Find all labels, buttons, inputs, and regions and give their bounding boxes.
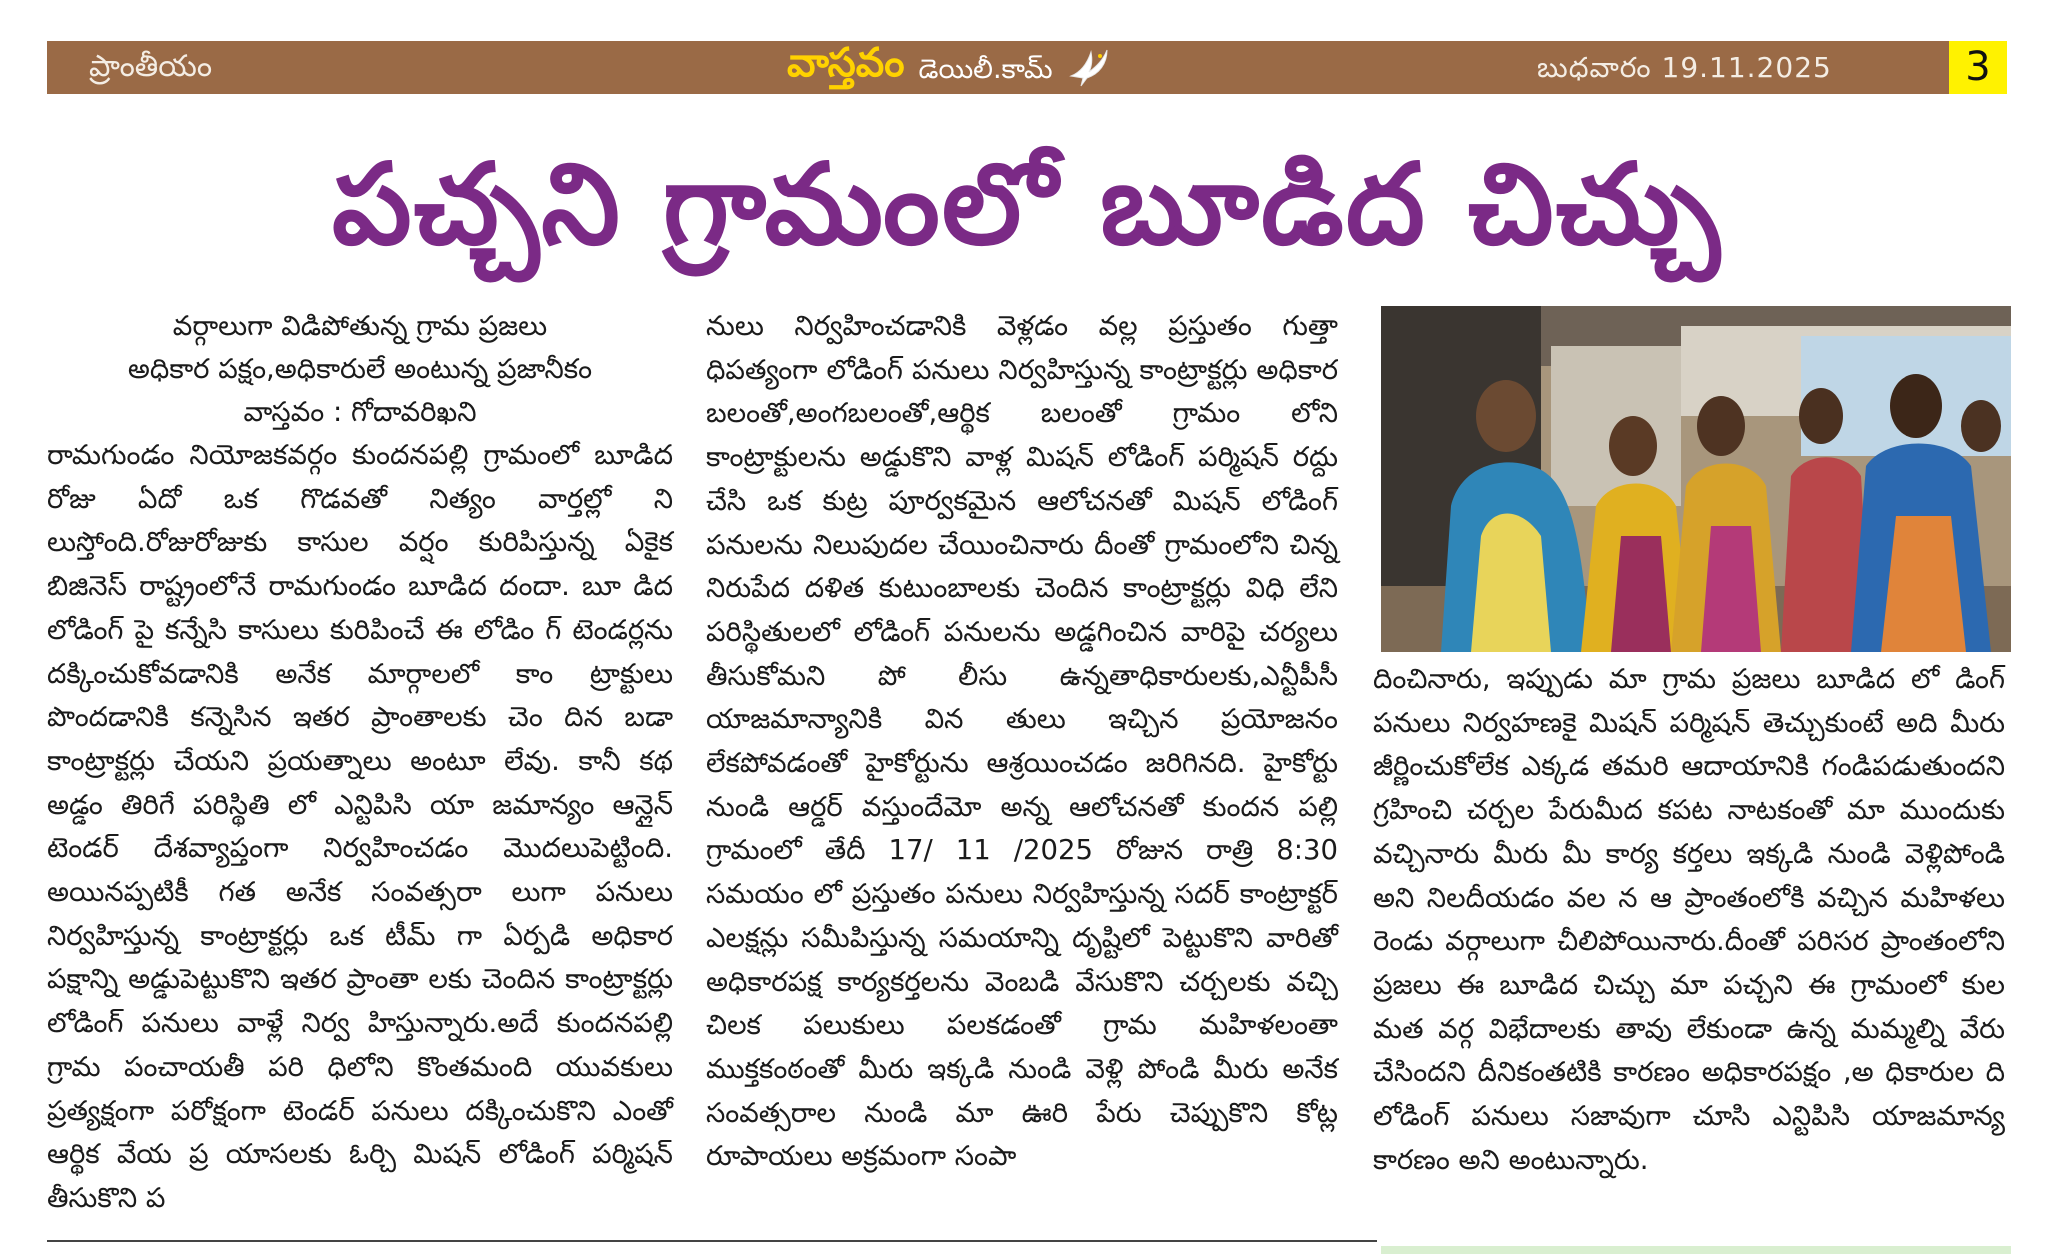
newspaper-site: డెయిలీ.కామ్ — [918, 53, 1053, 85]
article-text-col2: నులు నిర్వహించడానికి వెళ్లడం వల్ల ప్రస్తుతం గుత్తా ధిపత్యంగా లోడింగ్ పనులు నిర్వహిస్తున్న కాంట్రాక్టర్లు అధికార బలంతో,అంగబలంతో,ఆర్థిక బలంతో గ్రామం లోని కాంట్రాక్టులను అడ్డుకొని వాళ్ల మిషన్ లోడింగ్ పర్మిషన్ రద్దు చేసి ఒక కుట్ర పూర్వకమైన ఆలోచనతో మిషన్ లోడింగ్ పనులను నిలుపుదల చేయించినారు దీంతో గ్రామంలోని చిన్న నిరుపేద దళిత కుటుంబాలకు చెందిన కాంట్రాక్టర్లు విధి లేని పరిస్థితులలో లోడింగ్ పనులను అడ్డగించిన వారిపై చర్యలు తీసుకోమని పో లీసు ఉన్నతాధికారులకు,ఎన్టీపీసీ యాజమాన్యానికి విన తులు ఇచ్చిన ప్రయోజనం లేకపోవడంతో హైకోర్టును ఆశ్రయించడం జరిగినది. హైకోర్టు నుండి ఆర్డర్ వస్తుందేమో అన్న ఆలోచనతో కుందన పల్లి గ్రామంలో తేదీ 17/ 11 /2025 రోజున రాత్రి 8:30 సమయం లో ప్రస్తుతం పనులు నిర్వహిస్తున్న సదర్ కాంట్రాక్టర్ ఎలక్షన్లు సమీపిస్తున్న సమయాన్ని దృష్టిలో పెట్టుకొని వారితో అధికారపక్ష కార్యకర్తలను వెంబడి వేసుకొని చర్చలకు వచ్చి చిలక పలుకులు పలకడంతో గ్రామ మహిళలంతా ముక్తకంఠంతో మీరు ఇక్కడి నుండి వెళ్లి పోండి మీరు అనేక సంవత్సరాల నుండి మా ఊరి పేరు చెప్పుకొని కోట్ల రూపాయలు అక్రమంగా సంపా — [706, 310, 1338, 1173]
dove-logo-icon — [1067, 46, 1111, 90]
page-number: 3 — [1949, 41, 2007, 94]
article-text-col3: దించినారు, ఇప్పుడు మా గ్రామ ప్రజలు బూడిద లో డింగ్ పనులు నిర్వహణకై మిషన్ పర్మిషన్ తెచ్చుకుంటే అది మీరు జీర్ణించుకోలేక ఎక్కడ తమరి ఆదాయానికి గండిపడుతుందని గ్రహించి చర్చల పేరుమీద కపట నాటకంతో మా ముందుకు వచ్చినారు మీరు మీ కార్య కర్తలు ఇక్కడి నుండి వెళ్లిపోండి అని నిలదీయడం వల న ఆ ప్రాంతంలోకి వచ్చిన మహిళలు రెండు వర్గాలుగా చీలిపోయినారు.దీంతో పరిసర ప్రాంతంలోని ప్రజలు ఈ బూడిద చిచ్చు మా పచ్చని ఈ గ్రామంలో కుల మత వర్గ విభేదాలకు తావు లేకుండా ఉన్న మమ్మల్ని వేరు చేసిందని దీనికంతటికి కారణం అధికారపక్షం ,అ ధికారుల ది లోడింగ్ పనులు సజావుగా చూసి ఎన్టిపిసి యాజమాన్య కారణం అని అంటున్నారు. — [1373, 663, 2005, 1176]
article-column-3 — [1373, 658, 2005, 1182]
page-header-bar — [47, 41, 2007, 94]
article-headline: పచ్చని గ్రామంలో బూడిద చిచ్చు — [331, 140, 1723, 270]
next-article-edge — [1381, 1246, 2011, 1254]
news-photo-village-women — [1381, 306, 2011, 652]
bottom-divider — [47, 1240, 1377, 1242]
section-label: ప్రాంతీయం — [89, 49, 213, 84]
subhead-1: వర్గాలుగా విడిపోతున్న గ్రామ ప్రజలు — [172, 310, 548, 342]
issue-date: బుధవారం 19.11.2025 — [1537, 51, 1832, 84]
dateline-byline: వాస్తవం : గోదావరిఖని — [243, 396, 477, 428]
article-column-1 — [47, 305, 673, 1221]
article-text-col1: రామగుండం నియోజకవర్గం కుందనపల్లి గ్రామంలో బూడిద రోజు ఏదో ఒక గొడవతో నిత్యం వార్తల్లో ని లుస్తోంది.రోజురోజుకు కాసుల వర్షం కురిపిస్తున్న ఏకైక బిజినెస్ రాష్ట్రంలోనే రామగుండం బూడిద దందా. బూ డిద లోడింగ్ పై కన్నేసి కాసులు కురిపించే ఈ లోడిం గ్ టెండర్లను దక్కించుకోవడానికి అనేక మార్గాలలో కాం ట్రాక్టులు పొందడానికి కన్నెసిన ఇతర ప్రాంతాలకు చెం దిన బడా కాంట్రాక్టర్లు చేయని ప్రయత్నాలు అంటూ లేవు. కానీ కథ అడ్డం తిరిగే పరిస్థితి లో ఎన్టిపిసి యా జమాన్యం ఆన్లైన్ టెండర్ దేశవ్యాప్తంగా నిర్వహించడం మొదలుపెట్టింది. అయినప్పటికీ గత అనేక సంవత్సరా లుగా పనులు నిర్వహిస్తున్న కాంట్రాక్టర్లు ఒక టీమ్ గా ఏర్పడి అధికార పక్షాన్ని అడ్డుపెట్టుకొని ఇతర ప్రాంతా లకు చెందిన కాంట్రాక్టర్లు లోడింగ్ పనులు వాళ్లే నిర్వ హిస్తున్నారు.అదే కుందనపల్లి గ్రామ పంచాయతీ పరి ధిలోని కొంతమంది యువకులు ప్రత్యక్షంగా పరోక్షంగా టెండర్ పనులు దక్కించుకొని ఎంతో ఆర్థిక వేయ ప్ర యాసలకు ఓర్చి మిషన్ లోడింగ్ పర్మిషన్ తీసుకొని ప — [47, 439, 673, 1214]
subhead-2: అధికార పక్షం,అధికారులే అంటున్న ప్రజానీకం — [127, 353, 593, 385]
article-subheads — [47, 305, 673, 434]
newspaper-brand: వాస్తవం — [787, 39, 905, 86]
article-column-2 — [706, 305, 1338, 1179]
masthead — [787, 41, 1111, 94]
photo-illustration — [1381, 306, 2011, 652]
